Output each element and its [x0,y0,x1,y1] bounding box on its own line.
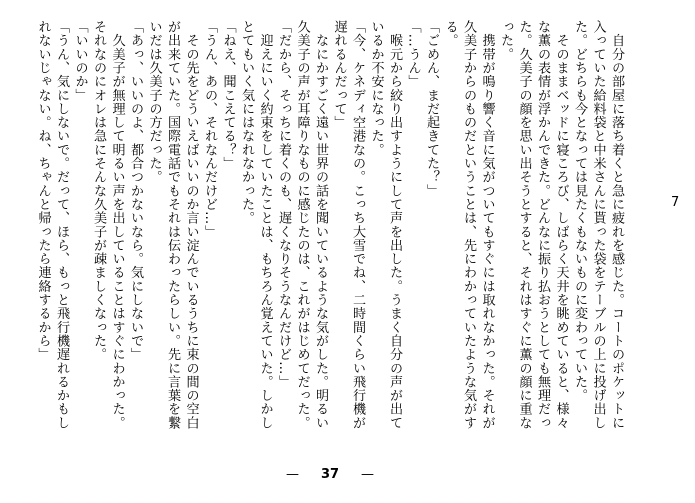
text-line: 携帯が鳴り響く音に気がついてもすぐには取れなかった。それが [479,20,495,430]
text-line: とてもいく気にはなれなかった。 [239,20,254,225]
text-line: った。 [498,20,513,61]
text-line: な薫の表情が浮かんできた。どんなに振り払おうとしても無理だっ [535,20,550,430]
footer-dash-left: — [285,467,299,482]
text-line: が出来ていた。国際電話でもそれは伝わったらしい。先に言葉を繋 [165,20,180,430]
text-line: た。久美子の顔を思い出そうとすると、それはすぐに薫の顔に重な [516,20,532,430]
text-line: 「あっ、いいのよ、都合つかないなら。気にしないで」 [128,20,143,362]
text-line: 久美子が無理して明るい声を出していることはすぐにわかった。 [109,20,125,430]
text-line: 「今、ケネディ空港なの。こっち大雪でね、二時間くらい飛行機が [350,20,365,430]
text-line: 「ごめん、まだ起きてた？」 [424,20,439,198]
text-line: 「だから、そっちに着くのも、遅くなりそうなんだけど…」 [276,20,291,389]
text-line: 「いいのか」 [72,20,88,102]
text-line: その先をどういえばいいのか言い淀んでいるうちに束の間の空白 [183,20,199,430]
text-line: 迎えにいく約束をしていたことは、もちろん覚えていた。しかし [257,20,273,430]
text-line: 自分の部屋に落ち着くと急に疲れを感じた。コートのポケットに [609,20,624,430]
page-body [33,20,673,445]
text-line: いだは久美子の方だった。 [146,20,162,184]
text-line: る。 [442,20,458,48]
text-line: 「ねえ、聞こえてる？」 [220,20,236,171]
text-line: 入っていた給料袋と中米さんに貰った袋をテーブルの上に投げ出し [590,20,606,430]
chapter-number: 7 [671,195,680,210]
text-line: それなのにオレは急にそんな久美子が疎ましくなった。 [91,20,106,362]
text-line: 遅れるんだって」 [331,20,347,130]
text-line: 久美子の声が耳障りなものに感じたのは、これがはじめてだった。 [294,20,310,430]
text-line: いるか不安になった。 [368,20,384,157]
text-line: 喉元から絞り出すようにして声を出した。うまく自分の声が出て [387,20,402,430]
page-number: 37 [320,467,340,482]
text-line: れないじゃない。ね、ちゃんと帰ったら連絡するから」 [35,20,51,362]
text-line: 「…うん」 [405,20,421,89]
text-line: なにかすごく遠い世界の話を聞いているような気がした。明るい [313,20,328,430]
page-footer [0,468,660,481]
text-line: そのままベッドに寝ころび、しばらく天井を眺めていると、様々 [553,20,569,430]
footer-dash-right: — [361,467,375,482]
text-line: 「うん、気にしないで。だって、ほら、もっと飛行機遅れるかもし [54,20,69,430]
novel-text [33,20,625,445]
text-line: 「うん、あの、それなんだけど…」 [202,20,217,239]
text-line: 久美子からのものだということは、先にわかっていたような気がす [461,20,476,430]
text-line: た。どちらも今となっては見たくもないものに変わっていた。 [572,20,587,403]
